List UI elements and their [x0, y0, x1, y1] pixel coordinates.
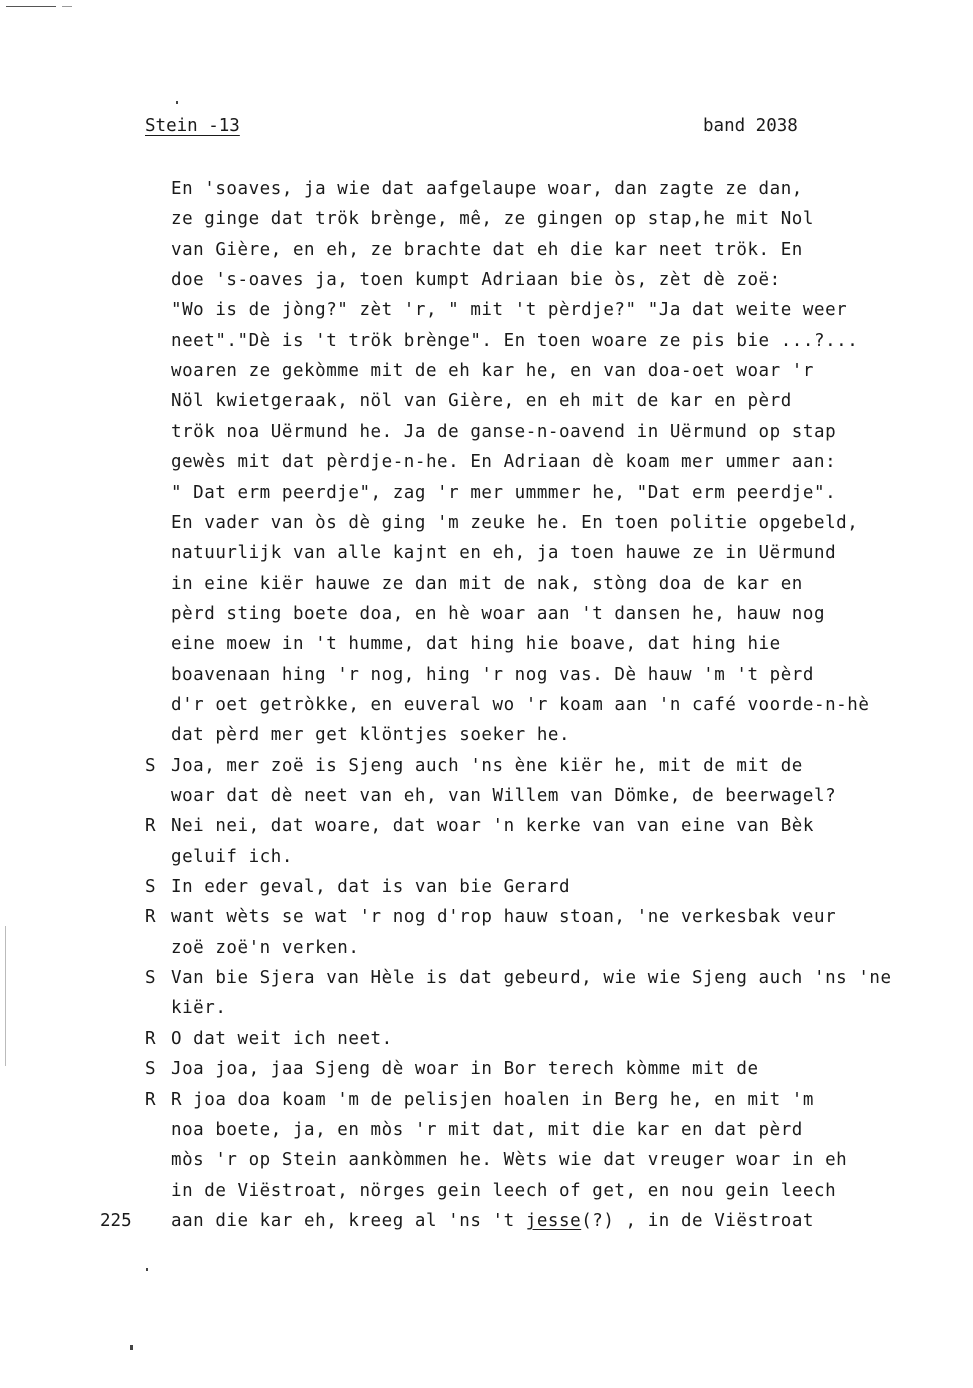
line-text: " Dat erm peerdje", zag 'r mer ummmer he, "Dat erm peerdje". — [171, 482, 837, 503]
transcript-line — [0, 356, 973, 386]
transcript-line — [0, 902, 973, 932]
line-text: gewès mit dat pèrdje-n-he. En Adriaan dè koam mer ummer aan: — [171, 452, 837, 473]
line-text: want wèts se wat 'r nog d'rop hauw stoan, 'ne verkesbak veur — [171, 907, 837, 928]
transcript-line — [0, 386, 973, 416]
transcript-line — [0, 295, 973, 325]
transcript-line — [0, 720, 973, 750]
line-text: neet"."Dè is 't trök brènge". En toen woare ze pis bie ...?... — [171, 330, 859, 351]
transcript-line — [0, 933, 973, 963]
line-text: woaren ze gekòmme mit de eh kar he, en van doa-oet woar 'r — [171, 361, 814, 382]
transcript-line — [0, 1145, 973, 1175]
scan-speck — [176, 101, 178, 104]
line-text: trök noa Uërmund he. Ja de ganse-n-oavend in Uërmund op stap — [171, 421, 837, 442]
speaker-label: S — [145, 877, 156, 898]
scan-artifact — [62, 6, 72, 7]
line-text: boavenaan hing 'r nog, hing 'r nog vas. Dè hauw 'm 't pèrd — [171, 664, 814, 685]
transcript-line — [0, 1206, 973, 1236]
scan-speck — [146, 1268, 148, 1271]
transcript-line — [0, 1054, 973, 1084]
transcript-line — [0, 235, 973, 265]
transcript-line — [0, 963, 973, 993]
transcript-line — [0, 1115, 973, 1145]
line-text: in eine kiër hauwe ze dan mit de nak, stòng doa de kar en — [171, 573, 803, 594]
transcript-line — [0, 1085, 973, 1115]
transcript-line — [0, 478, 973, 508]
line-text: geluif ich. — [171, 846, 293, 867]
line-text: Van bie Sjera van Hèle is dat gebeurd, wie wie Sjeng auch 'ns 'ne — [171, 968, 892, 989]
line-text: En vader van òs dè ging 'm zeuke he. En toen politie opgebeld, — [171, 512, 859, 533]
transcript-line — [0, 811, 973, 841]
transcript-line — [0, 1176, 973, 1206]
line-text: Nöl kwietgeraak, nöl van Gière, en eh mit de kar en pèrd — [171, 391, 792, 412]
transcript-line — [0, 265, 973, 295]
transcript-line — [0, 872, 973, 902]
speaker-label: R — [145, 1028, 156, 1049]
speaker-label: R — [145, 907, 156, 928]
line-text: woar dat dè neet van eh, van Willem van Dömke, de beerwagel? — [171, 786, 837, 806]
line-text: kiër. — [171, 998, 227, 1019]
underlined-word: jesse — [525, 1210, 582, 1231]
line-text: Joa, mer zoë is Sjeng auch 'ns ène kiër he, mit de mit de — [171, 755, 803, 776]
speaker-label: S — [145, 1059, 156, 1080]
speaker-label: S — [145, 968, 156, 989]
line-text: Joa joa, jaa Sjeng dè woar in Bor terech kòmme mit de — [171, 1059, 759, 1080]
speaker-label: R — [145, 816, 156, 837]
transcript-line — [0, 993, 973, 1023]
transcript-line — [0, 751, 973, 781]
speaker-label: R — [145, 1089, 156, 1110]
line-text: doe 's-oaves ja, toen kumpt Adriaan bie òs, zèt dè zoë: — [171, 270, 781, 291]
line-text: En 'soaves, ja wie dat aafgelaupe woar, dan zagte ze dan, — [171, 179, 803, 199]
transcript-line — [0, 781, 973, 811]
scan-artifact — [6, 6, 56, 7]
line-text: natuurlijk van alle kajnt en eh, ja toen hauwe ze in Uërmund — [171, 543, 837, 564]
transcript-line — [0, 447, 973, 477]
transcript-line — [0, 508, 973, 538]
line-text: mòs 'r op Stein aankòmmen he. Wèts wie dat vreuger woar in eh — [171, 1150, 848, 1171]
line-text: In eder geval, dat is van bie Gerard — [171, 877, 571, 898]
line-text: O dat weit ich neet. — [171, 1028, 393, 1049]
line-text: eine moew in 't humme, dat hing hie boave, dat hing hie — [171, 634, 781, 655]
transcript-line — [0, 690, 973, 720]
line-text: ze ginge dat trök brènge, mê, ze gingen op stap,he mit Nol — [171, 209, 814, 230]
scan-speck — [130, 1345, 133, 1350]
page-header — [145, 116, 973, 140]
line-text: in de Viëstroat, nörges gein leech of get, en nou gein leech — [171, 1180, 837, 1201]
transcript-line — [0, 326, 973, 356]
speaker-label: S — [145, 755, 156, 776]
header-tape-number: band 2038 — [703, 116, 798, 136]
line-text: pèrd sting boete doa, en hè woar aan 't dansen he, hauw nog — [171, 603, 826, 624]
transcript-line — [0, 842, 973, 872]
line-text: noa boete, ja, en mòs 'r mit dat, mit die kar en dat pèrd — [171, 1119, 803, 1140]
transcript-line — [0, 204, 973, 234]
transcript-line — [0, 569, 973, 599]
line-text: van Gière, en eh, ze brachte dat eh die kar neet trök. En — [171, 239, 803, 260]
line-text-part: (?) , in de Viëstroat — [581, 1210, 814, 1231]
transcript-line — [0, 599, 973, 629]
line-text-part: aan die kar eh, kreeg al 'ns 't — [171, 1210, 526, 1231]
line-text: zoë zoë'n verken. — [171, 937, 360, 958]
line-number: 225 — [100, 1210, 132, 1231]
header-title: Stein -13 — [145, 116, 240, 136]
line-text: dat pèrd mer get klöntjes soeker he. — [171, 725, 571, 746]
transcript-line — [0, 629, 973, 659]
line-text: Nei nei, dat woare, dat woar 'n kerke van van eine van Bèk — [171, 816, 814, 837]
line-text: d'r oet getròkke, en euveral wo 'r koam aan 'n café voorde-n-hè — [171, 694, 870, 715]
transcript-line — [0, 1024, 973, 1054]
transcript-line — [0, 660, 973, 690]
line-text: R joa doa koam 'm de pelisjen hoalen in Berg he, en mit 'm — [171, 1089, 814, 1110]
transcript-line — [0, 538, 973, 568]
transcript-line — [0, 174, 973, 204]
line-text — [171, 1206, 814, 1236]
line-text: "Wo is de jòng?" zèt 'r, " mit 't pèrdje?" "Ja dat weite weer — [171, 300, 848, 321]
transcript-line — [0, 417, 973, 447]
